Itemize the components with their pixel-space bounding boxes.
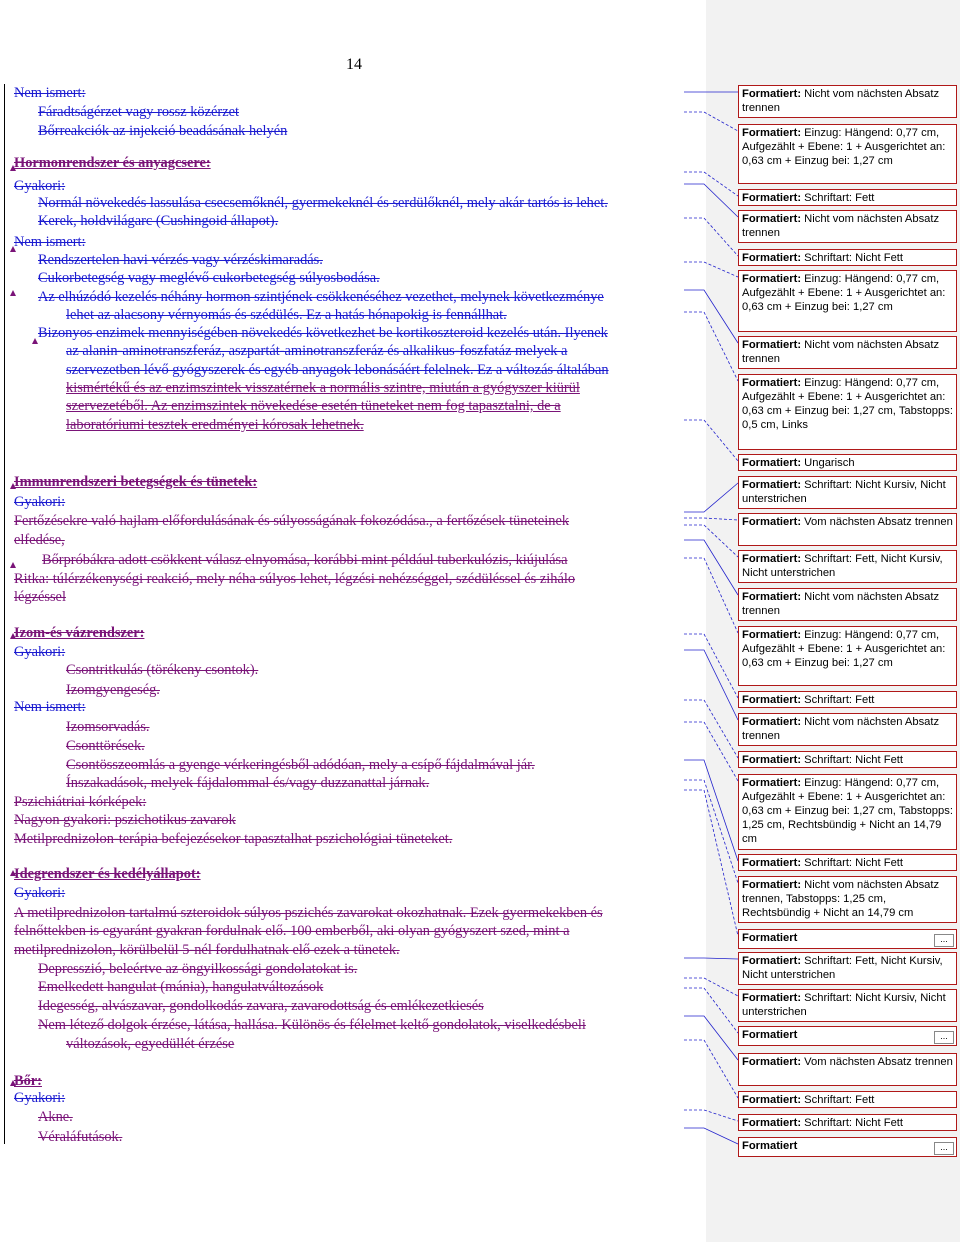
document-line: szervezetéből. Az enzimszintek növekedése esetén tüneteket nem fog tapasztalni, de a <box>66 398 561 414</box>
document-line: változások, egyedüllét érzése <box>66 1036 235 1052</box>
document-line: Gyakori: <box>14 178 66 194</box>
formatting-comment-balloon[interactable] <box>738 774 957 850</box>
comment-label: Formatiert: <box>742 1056 802 1068</box>
document-line: Nem létező dolgok érzése, látása, hallása. Különös és félelmet keltő gondolatok, viselkedésbeli <box>38 1017 586 1033</box>
document-line: Nem ismert: <box>14 234 86 250</box>
formatting-comment-balloon[interactable] <box>738 454 957 471</box>
comment-text: Schriftart: Fett <box>801 694 875 706</box>
insertion-caret-icon <box>10 562 16 568</box>
formatting-comment-balloon[interactable] <box>738 210 957 243</box>
comment-text: Einzug: Hängend: 0,77 cm, Aufgezählt + Ebene: 1 + Ausgerichtet an: 0,63 cm + Einzug bei: 1,27 cm, Tabstopps: 1,25 cm, Rechtsbündig + Nicht an 14,79 cm <box>742 777 953 845</box>
document-line: szervezetben lévő gyógyszerek és egyéb anyagok lebonásáért felelnek. Ez a változás általában <box>66 362 609 378</box>
insertion-caret-icon <box>10 1080 16 1086</box>
comment-text: Einzug: Hängend: 0,77 cm, Aufgezählt + Ebene: 1 + Ausgerichtet an: 0,63 cm + Einzug bei: 1,27 cm <box>742 127 946 167</box>
comment-label: Formatiert: <box>742 777 802 789</box>
formatting-comment-balloon[interactable] <box>738 550 957 583</box>
comment-text: Schriftart: Nicht Kursiv, Nicht unterstrichen <box>742 479 946 505</box>
document-line: Az elhúzódó kezelés néhány hormon szintjének csökkenéséhez vezethet, melynek következménye <box>38 289 604 305</box>
document-line: Cukorbetegség vagy meglévő cukorbetegség súlyosbodása. <box>38 270 380 286</box>
document-line: Idegrendszer és kedélyállapot: <box>14 866 201 882</box>
comment-text: Einzug: Hängend: 0,77 cm, Aufgezählt + Ebene: 1 + Ausgerichtet an: 0,63 cm + Einzug bei: 1,27 cm <box>742 273 946 313</box>
formatting-comment-balloon[interactable] <box>738 124 957 184</box>
formatting-comment-balloon[interactable] <box>738 751 957 768</box>
document-line: Depresszió, beleértve az öngyilkossági gondolatokat is. <box>38 961 358 977</box>
document-line: Bőr: <box>14 1073 42 1089</box>
document-line: felnőttekben is egyaránt gyakran fordulnak elő. 100 emberből, aki olyan gyógyszert szed, mint a <box>14 923 570 939</box>
document-line: Fáradtságérzet vagy rossz közérzet <box>38 104 239 120</box>
document-line: Izomsorvadás. <box>66 719 150 735</box>
comment-text: Nicht vom nächsten Absatz trennen, Tabstopps: 1,25 cm, Rechtsbündig + Nicht an 14,79 cm <box>742 879 940 919</box>
insertion-caret-icon <box>10 870 16 876</box>
document-line: Véraláfutások. <box>38 1129 123 1145</box>
insertion-caret-icon <box>10 483 16 489</box>
comment-label: Formatiert: <box>742 955 802 967</box>
document-line: Bőrpróbákra adott csökkent válasz elnyomása, korábbi mint például tuberkulózis, kiújulása <box>42 552 568 568</box>
document-line: metilprednizolon, körülbelül 5-nél fordulhatnak elő ezek a tünetek. <box>14 942 400 958</box>
formatting-comment-balloon[interactable] <box>738 691 957 708</box>
formatting-comment-balloon[interactable] <box>738 476 957 509</box>
comment-label: Formatiert: <box>742 591 802 603</box>
document-line: Fertőzésekre való hajlam előfordulásának és súlyosságának fokozódása., a fertőzések tüneteinek <box>14 513 570 529</box>
comment-text: Schriftart: Fett, Nicht Kursiv, Nicht unterstrichen <box>742 955 943 981</box>
insertion-caret-icon <box>10 290 16 296</box>
formatting-comment-balloon[interactable] <box>738 1091 957 1108</box>
comment-label: Formatiert: <box>742 857 802 869</box>
document-line: Idegesség, alvászavar, gondolkodás zavara, zavarodottság és emlékezetkiesés <box>38 998 484 1014</box>
formatting-comment-balloon[interactable] <box>738 929 957 949</box>
comment-text: Nicht vom nächsten Absatz trennen <box>742 339 940 365</box>
formatting-comment-balloon[interactable] <box>738 854 957 871</box>
document-line: Nagyon gyakori: pszichotikus zavarok <box>14 812 236 828</box>
document-line: Ritka: túlérzékenységi reakció, mely néha súlyos lehet, légzési nehézséggel, szédüléssel és zihálo <box>14 571 576 587</box>
document-line: Emelkedett hangulat (mánia), hangulatváltozások <box>38 979 324 995</box>
formatting-comment-balloon[interactable] <box>738 1137 957 1157</box>
document-line: Gyakori: <box>14 644 66 660</box>
comment-label: Formatiert: <box>742 629 802 641</box>
comment-label: Formatiert: <box>742 88 802 100</box>
document-line: lehet az alacsony vérnyomás és szédülés. Ez a hatás hónapokig is fennállhat. <box>66 307 507 323</box>
formatting-comment-balloon[interactable] <box>738 513 957 546</box>
comment-label: Formatiert: <box>742 516 802 528</box>
insertion-caret-icon <box>10 246 16 252</box>
document-line: Pszichiátriai kórképek: <box>14 794 147 810</box>
comment-text: Nicht vom nächsten Absatz trennen <box>742 591 940 617</box>
formatting-comment-balloon[interactable] <box>738 876 957 923</box>
document-line: Gyakori: <box>14 885 66 901</box>
comment-text: Nicht vom nächsten Absatz trennen <box>742 88 940 114</box>
formatting-comment-balloon[interactable] <box>738 989 957 1022</box>
comment-label: Formatiert: <box>742 754 802 766</box>
comment-text: Einzug: Hängend: 0,77 cm, Aufgezählt + Ebene: 1 + Ausgerichtet an: 0,63 cm + Einzug bei: 1,27 cm, Tabstopps: 0,5 cm, Links <box>742 377 953 431</box>
document-line: elfedése, <box>14 532 65 548</box>
comment-text: Schriftart: Nicht Kursiv, Nicht unterstrichen <box>742 992 946 1018</box>
comment-text: Schriftart: Fett <box>801 1094 875 1106</box>
document-line: az alanin-aminotranszferáz, aszpartát-aminotranszferáz és alkalikus-foszfatáz melyek a <box>66 343 568 359</box>
comment-label: Formatiert: <box>742 252 802 264</box>
comment-label: Formatiert: <box>742 1094 802 1106</box>
comment-label: Formatiert: <box>742 992 802 1004</box>
document-line: Immunrendszeri betegségek és tünetek: <box>14 474 258 490</box>
document-line: Csontritkulás (törékeny csontok). <box>66 662 259 678</box>
formatting-comment-balloon[interactable] <box>738 85 957 118</box>
formatting-comment-balloon[interactable] <box>738 270 957 332</box>
formatting-comment-balloon[interactable] <box>738 249 957 266</box>
insertion-caret-icon <box>10 633 16 639</box>
document-line: légzéssel <box>14 589 66 605</box>
comment-label: Formatiert: <box>742 192 802 204</box>
comment-label: Formatiert: <box>742 457 802 469</box>
comment-text: Vom nächsten Absatz trennen <box>801 1056 953 1068</box>
comment-text: Nicht vom nächsten Absatz trennen <box>742 716 940 742</box>
document-line: Metilprednizolon-terápia befejezésekor tapasztalhat pszichológiai tüneteket. <box>14 831 453 847</box>
insertion-caret-icon <box>10 165 16 171</box>
document-line: Rendszertelen havi vérzés vagy vérzéskimaradás. <box>38 252 323 268</box>
document-line: Ínszakadások, melyek fájdalommal és/vagy duzzanattal járnak. <box>66 775 430 791</box>
document-line: Csontösszeomlás a gyenge vérkeringésből adódóan, mely a csípő fájdalmával jár. <box>66 757 535 773</box>
formatting-comment-balloon[interactable] <box>738 1053 957 1086</box>
document-line: Bizonyos enzimek mennyiségében növekedés következhet be kortikoszteroid kezelés után. Ilyenek <box>38 325 608 341</box>
comment-label: Formatiert <box>742 1029 798 1041</box>
comment-text: Vom nächsten Absatz trennen <box>801 516 953 528</box>
comment-label: Formatiert: <box>742 694 802 706</box>
document-line: Akne. <box>38 1109 73 1125</box>
formatting-comment-balloon[interactable] <box>738 626 957 686</box>
document-line: Gyakori: <box>14 494 66 510</box>
comment-label: Formatiert <box>742 1140 798 1152</box>
comment-text: Schriftart: Nicht Fett <box>801 1117 904 1129</box>
document-line: kismértékű és az enzimszintek visszatérnek a normális szintre, miután a gyógyszer kiürül <box>66 380 580 396</box>
comment-label: Formatiert: <box>742 1117 802 1129</box>
expand-comment-button[interactable]: ... <box>934 934 954 947</box>
document-line: Bőrreakciók az injekció beadásának helyén <box>38 123 288 139</box>
formatting-comment-balloon[interactable] <box>738 1114 957 1131</box>
document-line: Gyakori: <box>14 1090 66 1106</box>
comment-text: Schriftart: Fett, Nicht Kursiv, Nicht unterstrichen <box>742 553 943 579</box>
formatting-comment-balloon[interactable] <box>738 952 957 985</box>
insertion-caret-icon <box>32 338 38 344</box>
document-line: laboratóriumi tesztek eredményei kórosak lehetnek. <box>66 417 364 433</box>
expand-comment-button[interactable]: ... <box>934 1031 954 1044</box>
comment-label: Formatiert: <box>742 339 802 351</box>
comment-text: Schriftart: Fett <box>801 192 875 204</box>
document-line: A metilprednizolon tartalmú szteroidok súlyos pszichés zavarokat okozhatnak. Ezek gyermekekben és <box>14 905 603 921</box>
document-line: Nem ismert: <box>14 85 86 101</box>
change-bar <box>4 84 5 1144</box>
comment-label: Formatiert: <box>742 553 802 565</box>
comment-label: Formatiert: <box>742 127 802 139</box>
comment-text: Ungarisch <box>801 457 855 469</box>
comment-label: Formatiert: <box>742 716 802 728</box>
formatting-comment-balloon[interactable] <box>738 189 957 206</box>
formatting-comment-balloon[interactable] <box>738 713 957 746</box>
comment-label: Formatiert: <box>742 377 802 389</box>
document-line: Izomgyengeség. <box>66 682 160 698</box>
document-line: Csonttörések. <box>66 738 145 754</box>
document-line: Normál növekedés lassulása csecsemőknél, gyermekeknél és serdülőknél, mely akár tartós is lehet. <box>38 195 608 211</box>
comment-text: Einzug: Hängend: 0,77 cm, Aufgezählt + Ebene: 1 + Ausgerichtet an: 0,63 cm + Einzug bei: 1,27 cm <box>742 629 946 669</box>
page-number: 14 <box>346 56 362 73</box>
formatting-comment-balloon[interactable] <box>738 1026 957 1046</box>
document-line: Izom-és vázrendszer: <box>14 625 145 641</box>
comment-label: Formatiert: <box>742 879 802 891</box>
document-line: Nem ismert: <box>14 699 86 715</box>
formatting-comment-balloon[interactable] <box>738 588 957 621</box>
formatting-comment-balloon[interactable] <box>738 374 957 450</box>
comment-text: Schriftart: Nicht Fett <box>801 754 904 766</box>
document-line: Hormonrendszer és anyagcsere: <box>14 155 211 171</box>
comment-label: Formatiert: <box>742 479 802 491</box>
comment-label: Formatiert <box>742 932 798 944</box>
comment-label: Formatiert: <box>742 213 802 225</box>
comment-label: Formatiert: <box>742 273 802 285</box>
comment-text: Schriftart: Nicht Fett <box>801 857 904 869</box>
formatting-comment-balloon[interactable] <box>738 336 957 369</box>
document-line: Kerek, holdvilágarc (Cushingoid állapot). <box>38 213 279 229</box>
expand-comment-button[interactable]: ... <box>934 1142 954 1155</box>
comment-text: Nicht vom nächsten Absatz trennen <box>742 213 940 239</box>
comment-text: Schriftart: Nicht Fett <box>801 252 904 264</box>
